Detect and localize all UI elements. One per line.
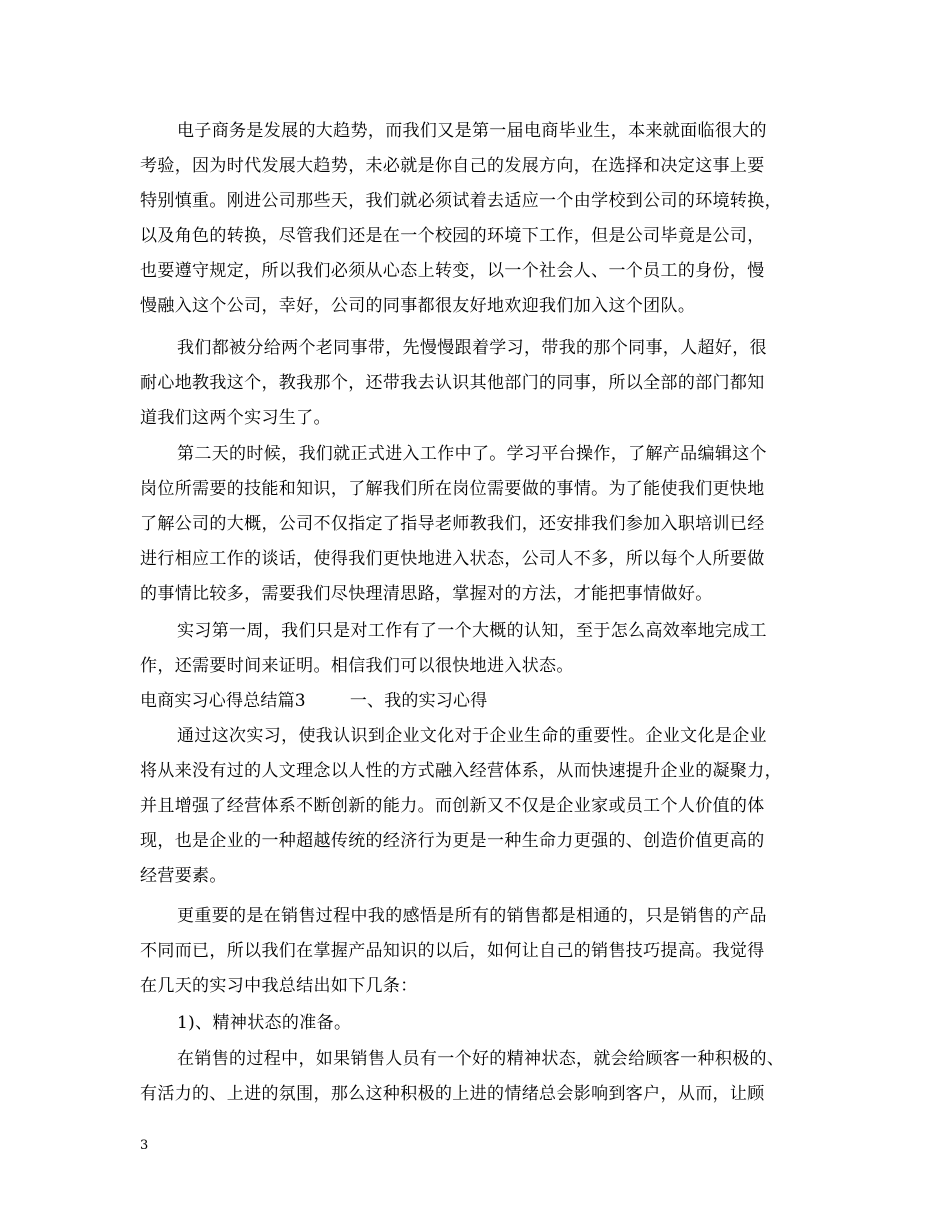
section-title: 电商实习心得总结篇3	[140, 691, 306, 711]
text-line: 进行相应工作的谈话，使得我们更快地进入状态，公司人不多，所以每个人所要做	[140, 549, 765, 569]
text-line: 有活力的、上进的氛围，那么这种积极的上进的情绪总会影响到客户，从而，让顾	[140, 1084, 765, 1104]
text-line: 电子商务是发展的大趋势，而我们又是第一届电商毕业生，本来就面临很大的	[177, 121, 767, 141]
text-line: 特别慎重。刚进公司那些天，我们就必须试着去适应一个由学校到公司的环境转换，	[140, 191, 782, 211]
text-line: 我们都被分给两个老同事带，先慢慢跟着学习，带我的那个同事，人超好，很	[177, 338, 767, 358]
text-line: 实习第一周，我们只是对工作有了一个大概的认知，至于怎么高效率地完成工	[177, 621, 767, 641]
text-line: 经营要素。	[140, 866, 227, 886]
text-line: 通过这次实习，使我认识到企业文化对于企业生命的重要性。企业文化是企业	[177, 726, 767, 746]
text-line: 第二天的时候，我们就正式进入工作中了。学习平台操作，了解产品编辑这个	[177, 444, 767, 464]
text-line: 更重要的是在销售过程中我的感悟是所有的销售都是相通的，只是销售的产品	[177, 906, 767, 926]
text-line: 以及角色的转换，尽管我们还是在一个校园的环境下工作，但是公司毕竟是公司，	[140, 226, 765, 246]
text-line: 岗位所需要的技能和知识，了解我们所在岗位需要做的事情。为了能使我们更快地	[140, 479, 765, 499]
text-line: 在几天的实习中我总结出如下几条：	[140, 976, 418, 996]
text-line: 慢融入这个公司，幸好，公司的同事都很友好地欢迎我们加入这个团队。	[140, 296, 696, 316]
text-line: 也要遵守规定，所以我们必须从心态上转变，以一个社会人、一个员工的身份，慢	[140, 261, 765, 281]
text-line: 了解公司的大概，公司不仅指定了指导老师教我们，还安排我们参加入职培训已经	[140, 514, 765, 534]
text-line: 耐心地教我这个，教我那个，还带我去认识其他部门的同事，所以全部的部门都知	[140, 373, 765, 393]
text-line: 不同而已，所以我们在掌握产品知识的以后，如何让自己的销售技巧提高。我觉得	[140, 941, 765, 961]
text-line: 在销售的过程中，如果销售人员有一个好的精神状态，就会给顾客一种积极的、	[177, 1049, 785, 1069]
list-item: 1)、精神状态的准备。	[177, 1013, 352, 1033]
text-line: 作，还需要时间来证明。相信我们可以很快地进入状态。	[140, 656, 574, 676]
text-line: 并且增强了经营体系不断创新的能力。而创新又不仅是企业家或员工个人价值的体	[140, 796, 765, 816]
text-line: 道我们这两个实习生了。	[140, 408, 331, 428]
text-line: 现，也是企业的一种超越传统的经济行为更是一种生命力更强的、创造价值更高的	[140, 831, 765, 851]
text-line: 考验，因为时代发展大趋势，未必就是你自己的发展方向，在选择和决定这事上要	[140, 156, 765, 176]
text-line: 的事情比较多，需要我们尽快理清思路，掌握对的方法，才能把事情做好。	[140, 584, 713, 604]
section-subtitle: 一、我的实习心得	[349, 691, 488, 711]
text-line: 将从来没有过的人文理念以人性的方式融入经营体系，从而快速提升企业的凝聚力，	[140, 761, 782, 781]
section-heading	[140, 690, 487, 712]
page-number: 3	[140, 1138, 149, 1153]
